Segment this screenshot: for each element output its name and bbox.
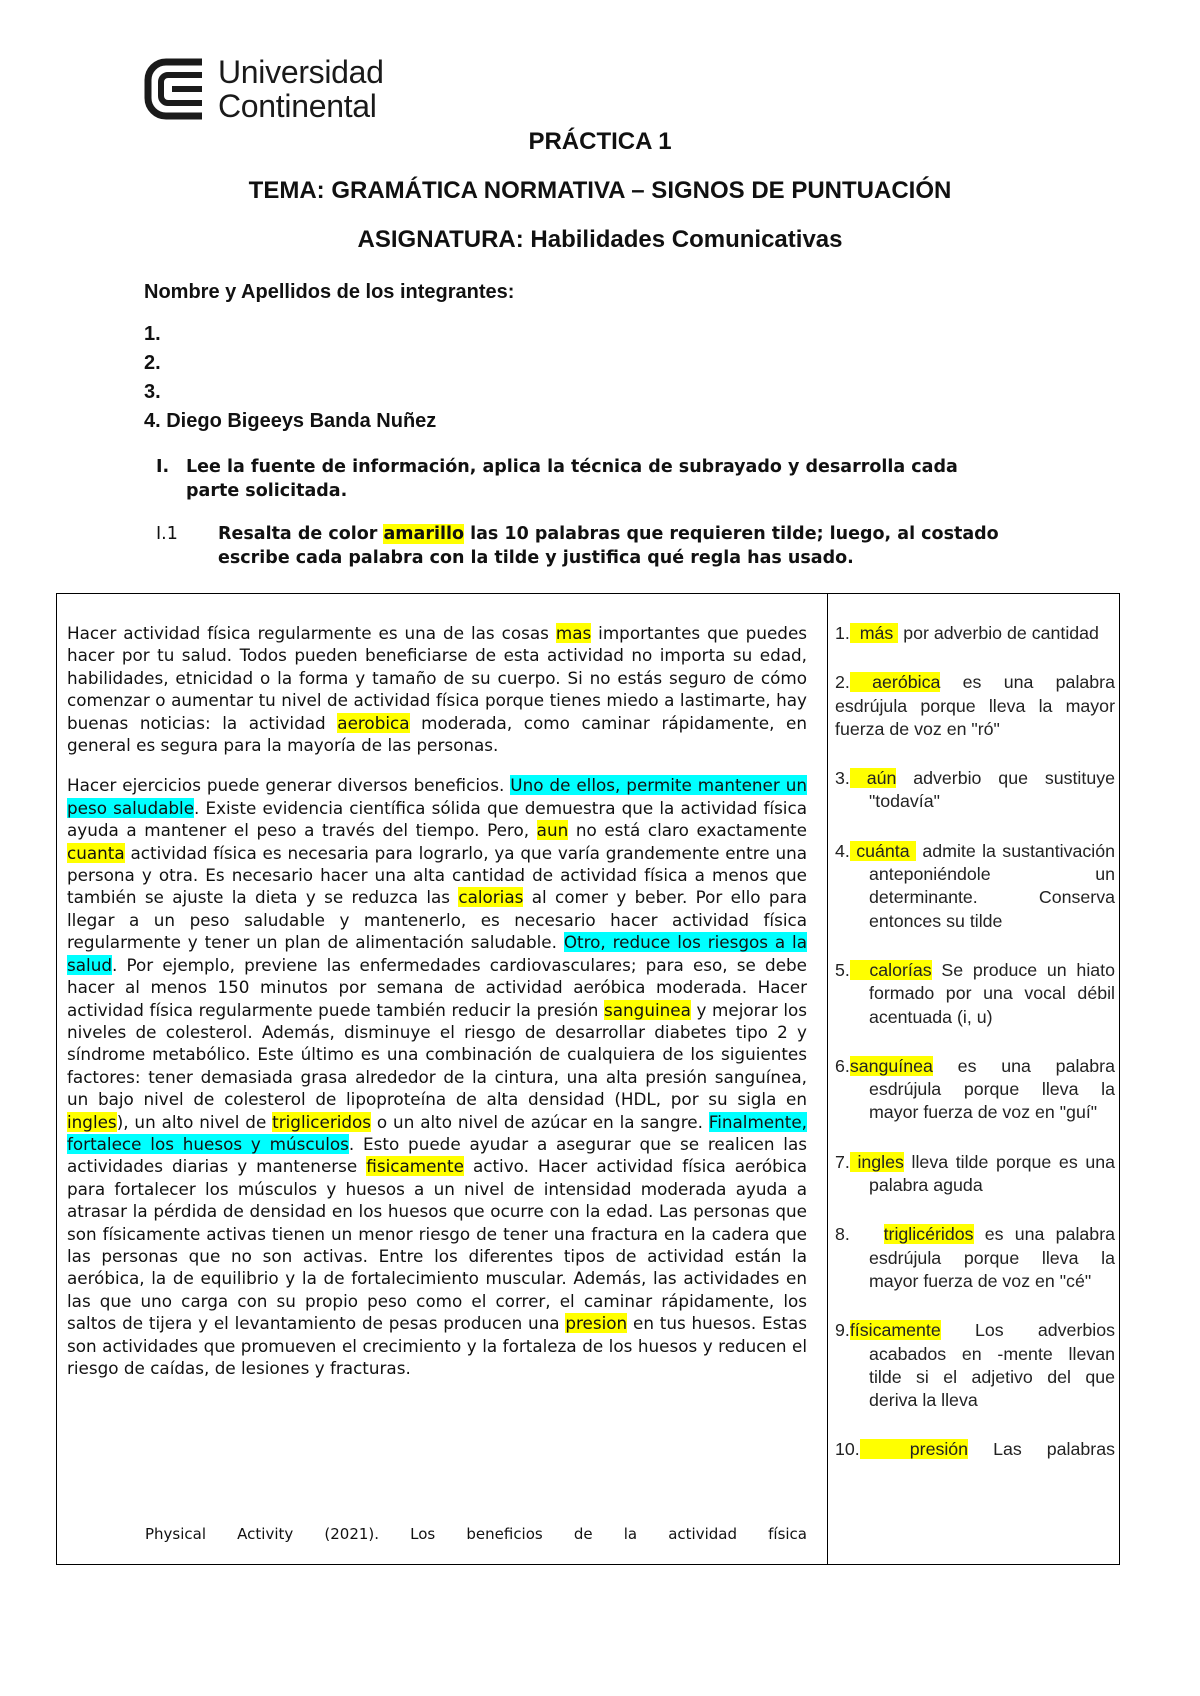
answer-justification: es una palabra esdrújula porque lleva la mayor fuerza de voz en "cé" bbox=[869, 1224, 1115, 1291]
instruction-i1-number: I.1 bbox=[156, 524, 178, 544]
answer-justification: por adverbio de cantidad bbox=[898, 623, 1099, 643]
answer-word: más bbox=[849, 623, 899, 643]
member-3: 3. bbox=[144, 381, 161, 403]
text-run: moderada, como caminar rápidamente, en general es segura para la mayoría de las personas. bbox=[67, 712, 807, 756]
text-run: no está claro exactamente bbox=[568, 820, 808, 841]
member-2: 2. bbox=[144, 352, 161, 374]
text-run: y mejorar los niveles de colesterol. Además, disminuye el riesgo de desarrollar diabetes tipo 2 y síndrome metabólico. Este último es una combinación de cualquiera de los siguientes factores: tener demasiada grasa alrededor de la cintura, una alta presión sanguínea, un bajo nivel de colesterol de lipoproteína de alta densidad (HDL, por su sigla en bbox=[67, 999, 808, 1110]
logo-line-1: Universidad bbox=[218, 54, 384, 90]
text-run: activo. Hacer actividad física aeróbica para fortalecer los músculos y huesos a un nivel de intensidad moderada ayuda a atrasar la pérdida de densidad en los huesos que ocurre con la edad. Las personas que son físicamente activas tienen un menor riesgo de tener una fractura en la cadera que las personas que no son activas. Entre los diferentes tipos de actividad están la aeróbica, la de equilibrio y la de fortalecimiento muscular. Además, las actividades en las que uno carga con su propio peso como el correr, el caminar rápidamente, los saltos de tijera y el levantamiento de pesas producen una bbox=[67, 1156, 807, 1334]
members-block bbox=[144, 278, 514, 436]
answer-word: calorías bbox=[849, 959, 932, 980]
highlight-yellow: calorias bbox=[458, 887, 524, 908]
instruction-i1-highlight: amarillo bbox=[383, 524, 464, 544]
instruction-i1-text-a: Resalta de color bbox=[218, 524, 384, 544]
answer-item bbox=[835, 1438, 1115, 1461]
answer-number: 10. bbox=[835, 1439, 860, 1460]
answer-number: 1. bbox=[835, 623, 850, 643]
text-run: Hacer ejercicios puede generar diversos beneficios. bbox=[67, 775, 511, 796]
text-run: . Existe evidencia científica sólida que demuestra que la actividad física ayuda a mantener el peso a través del tiempo. Pero, bbox=[67, 797, 807, 841]
answer-justification: es una palabra esdrújula porque lleva la mayor fuerza de voz en "guí" bbox=[869, 1055, 1115, 1123]
answer-justification: Se produce un hiato formado por una vocal débil acentuada (i, u) bbox=[869, 959, 1115, 1027]
instruction-i1-text-b: las 10 palabras que requieren tilde; luego, al costado bbox=[463, 524, 999, 544]
answer-spacer bbox=[850, 1224, 884, 1244]
answer-item bbox=[835, 1151, 1115, 1198]
answer-item bbox=[835, 1055, 1115, 1125]
answer-word: triglicéridos bbox=[883, 1224, 974, 1245]
text-run: actividad física es necesaria para lograrlo, ya que varía grandemente entre una persona y otra. Es necesario hacer una alta cantidad de actividad física a menos que también se ajuste la dieta y se reduzca las bbox=[67, 842, 807, 908]
text-run: o un alto nivel de azúcar en la sangre. bbox=[371, 1111, 709, 1132]
answer-justification: admite la sustantivación anteponiéndole un determinante. Conserva entonces su tilde bbox=[869, 840, 1115, 931]
instruction-i1-text-2: escribe cada palabra con la tilde y justifica qué regla has usado. bbox=[218, 548, 854, 568]
highlight-yellow: sanguinea bbox=[604, 999, 691, 1020]
instruction-i-text-1: Lee la fuente de información, aplica la técnica de subrayado y desarrolla cada bbox=[186, 457, 958, 477]
answer-number: 5. bbox=[835, 959, 850, 980]
text-run: al comer y beber. Por ello para llegar a un peso saludable y mantenerlo, es necesario hacer actividad física regularmente y tener un plan de alimentación saludable. bbox=[67, 887, 807, 953]
logo-line-2: Continental bbox=[218, 88, 377, 124]
source-paragraph-2 bbox=[67, 774, 807, 1379]
answer-word: aeróbica bbox=[849, 672, 941, 693]
subject-heading: ASIGNATURA: Habilidades Comunicativas bbox=[357, 226, 843, 253]
member-1: 1. bbox=[144, 323, 161, 345]
answer-item bbox=[835, 671, 1115, 741]
highlight-yellow: fisicamente bbox=[366, 1156, 464, 1177]
members-title: Nombre y Apellidos de los integrantes: bbox=[144, 281, 515, 303]
answer-item bbox=[835, 622, 1115, 645]
instruction-i-text-2: parte solicitada. bbox=[186, 481, 348, 501]
answer-number: 6. bbox=[835, 1055, 850, 1076]
instruction-i bbox=[156, 455, 1091, 503]
answer-item bbox=[835, 767, 1115, 814]
exercise-table bbox=[56, 593, 1120, 1565]
highlight-yellow: ingles bbox=[67, 1111, 117, 1132]
highlight-cyan: Otro, reduce los riesgos a la salud bbox=[67, 932, 807, 975]
logo-mark-icon bbox=[144, 56, 208, 122]
text-run: Hacer actividad física regularmente es una de las cosas bbox=[67, 623, 556, 643]
instruction-i-number: I. bbox=[156, 457, 170, 477]
highlight-yellow: trigliceridos bbox=[272, 1111, 372, 1132]
answer-number: 9. bbox=[835, 1320, 850, 1341]
answer-item bbox=[835, 1223, 1115, 1293]
answer-number: 8. bbox=[835, 1224, 850, 1245]
topic-heading: TEMA: GRAMÁTICA NORMATIVA – SIGNOS DE PUNTUACIÓN bbox=[248, 177, 952, 204]
text-run: ), un alto nivel de bbox=[116, 1111, 273, 1132]
answer-justification: es una palabra esdrújula porque lleva la mayor fuerza de voz en "ró" bbox=[835, 672, 1115, 739]
answer-word: cuánta bbox=[849, 840, 916, 861]
answer-number: 4. bbox=[835, 840, 850, 861]
highlight-yellow: aun bbox=[536, 820, 569, 841]
member-4: 4. Diego Bigeeys Banda Nuñez bbox=[144, 410, 437, 432]
source-text-cell bbox=[67, 622, 807, 1397]
highlight-yellow: presion bbox=[565, 1313, 628, 1334]
highlight-cyan: Finalmente, fortalece los huesos y músculos bbox=[67, 1111, 808, 1154]
highlight-yellow: mas bbox=[555, 623, 592, 643]
practice-title: PRÁCTICA 1 bbox=[528, 128, 672, 155]
source-paragraph-1 bbox=[67, 622, 807, 756]
answer-justification: lleva tilde porque es una palabra aguda bbox=[869, 1151, 1115, 1196]
citation: Physical Activity (2021). Los beneficios de la actividad física bbox=[145, 1525, 807, 1543]
highlight-yellow: cuanta bbox=[67, 842, 125, 863]
answer-word: ingles bbox=[849, 1151, 904, 1172]
answer-word: físicamente bbox=[849, 1320, 941, 1341]
answer-justification: adverbio que sustituye "todavía" bbox=[869, 768, 1115, 812]
answer-justification: Las palabras bbox=[968, 1439, 1115, 1460]
answer-item bbox=[835, 1319, 1115, 1412]
answer-word: presión bbox=[859, 1439, 969, 1460]
highlight-yellow: aerobica bbox=[337, 712, 410, 733]
answer-justification: Los adverbios acabados en -mente llevan tilde si el adjetivo del que deriva la lleva bbox=[869, 1320, 1115, 1411]
text-run: importantes que puedes hacer por tu salud. Todos pueden beneficiarse de esta actividad no importa su edad, habilidades, etnicidad o la forma y tamaño de su cuerpo. Si no estás seguro de cómo comenzar o aumentar tu nivel de actividad física porque tienes miedo a lastimarte, hay buenas noticias: la actividad bbox=[67, 623, 808, 733]
answer-item bbox=[835, 959, 1115, 1029]
text-run: . Esto puede ayudar a asegurar que se realicen las actividades diarias y mantenerse bbox=[67, 1133, 807, 1177]
answer-item bbox=[835, 840, 1115, 933]
text-run: . Por ejemplo, previene las enfermedades cardiovasculares; para eso, se debe hacer al menos 150 minutos por semana de actividad aeróbica moderada. Hacer actividad física regularmente puede también reducir la presión bbox=[67, 954, 807, 1020]
answer-number: 7. bbox=[835, 1151, 850, 1172]
answer-word: aún bbox=[849, 768, 897, 789]
answer-word: sanguínea bbox=[849, 1055, 933, 1076]
answers-cell bbox=[835, 622, 1115, 1488]
instruction-i1 bbox=[156, 522, 1091, 570]
highlight-cyan: Uno de ellos, permite mantener un peso saludable bbox=[67, 775, 808, 818]
column-divider bbox=[827, 594, 828, 1564]
university-logo bbox=[144, 54, 384, 124]
answer-number: 3. bbox=[835, 768, 850, 789]
text-run: en tus huesos. Estas son actividades que promueven el crecimiento y la fortaleza de los huesos y reducen el riesgo de caídas, de lesiones y fracturas. bbox=[67, 1313, 807, 1378]
answer-number: 2. bbox=[835, 672, 850, 693]
